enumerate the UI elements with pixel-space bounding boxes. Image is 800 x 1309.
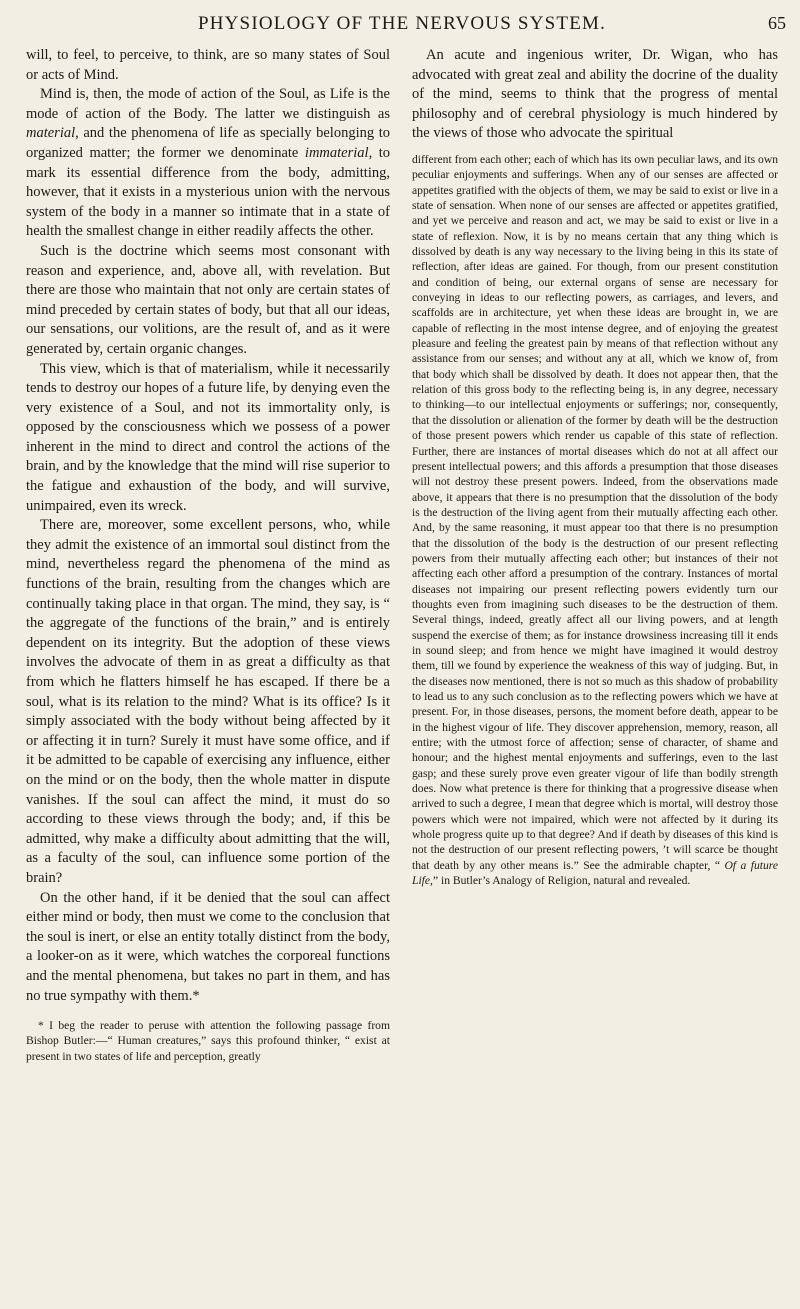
running-head — [18, 10, 786, 38]
paragraph: This view, which is that of materialism, while it necessarily tends to destroy our hopes of a future life, by denying even the very existence of a Soul, and not its immortality only, is opposed by the consciousness which we possess of a power inherent in the mind to direct and control the actions of the brain, and by the knowledge that the mind will rise superior to the fatigue and exhaustion of the body, and will survive, unimpaired, even its wreck. — [26, 360, 390, 514]
left-body-text — [26, 46, 390, 1006]
paragraph: Mind is, then, the mode of action of the Soul, as Life is the mode of action of the Body. The latter we distinguish as material, and the phenomena of life as specially belonging to organized matter; the former we denominate immaterial, to mark its essential difference from the body, admitting, however, that it exists in a mysterious union with the nervous system of the body in a manner so intimate that in a state of health the smallest change in either readily affects the other. — [26, 86, 391, 240]
paragraph: will, to feel, to perceive, to think, are so many states of Soul or acts of Mind. — [26, 47, 390, 83]
footnote-text: different from each other; each of which has its own peculiar laws, and its own peculiar enjoyments and sufferings. When any of our senses are affected or appetites gratified with the objects of them, we may be said to exist or live in a state of sensation. When none of our senses are affected or appetites gratified, and yet we perceive and reason and act, we may be said to exist or live in a state of reflexion. Now, it is by no means certain that any thing which is dissolved by death is any way necessary to the living being in this its state of reflection, after ideas are gained. For though, from our present constitution and condition of being, our external organs of sense are necessary for conveying in ideas to our reflecting powers, as carriages, and levers, and scaffolds are in architecture, yet when these ideas are brought in, we are capable of reflecting in the most intense degree, and of enjoying the greatest pleasure and feeling the greatest pain by means of that reflection without any assistance from our senses; and without any at all, which we know of, from that body which shall be dissolved by death. It does not appear then, that the relation of this gross body to the reflecting being is, in any degree, necessary to thinking—to our intellectual enjoyments or sufferings; nor, consequently, that the dissolution or alienation of the former by death will be the destruction of those present powers which render us capable of this state of reflection. Further, there are instances of mortal diseases which do not at all affect our present intellectual powers; and this affords a presumption that those diseases will not destroy these present powers. Indeed, from the observations made above, it appears that there is no presumption that the dissolution of the body is the destruction of the living agent from their mutually affecting each other. And, by the same reasoning, it must appear too that there is no presumption that the dissolution of the body is the destruction of our present reflecting powers from their mutually affecting each other; but instances of their not affecting each other afford a presumption of the contrary. Instances of mortal diseases not impairing our present reflecting powers evidently turn our thoughts even from imagining such diseases to be the destruction of them. Several things, indeed, greatly affect all our living powers, and at length suspend the exercise of them; as for instance drowsiness increasing till it ends in sound sleep; and from hence we might have imagined it would destroy them, till we found by experience the weakness of this way of judging. But, in the diseases now mentioned, there is not so much as this shadow of probability to lead us to any such conclusion as to the reflecting powers which we have at present. For, in those diseases, persons, the moment before death, appear to be in the highest vigour of life. They discover apprehension, memory, reason, all entire; with the utmost force of affection; sense of character, of shame and honour; and the highest mental enjoyments and sufferings, even to the last gasp; and these surely prove even greater vigour of life than bodily strength does. Now what pretence is there for thinking that a progressive disease when arrived to such a degree, I mean that degree which is mortal, will destroy those powers which were not impaired, which were not affected by it during its whole progress quite up to that degree? And if death by diseases of this kind is not the destruction of our present reflecting powers, ’t will scarce be thought that death by any other means is.” See the admirable chapter, “ Of a future Life,” in Butler’s Analogy of Religion, natural and revealed. — [412, 152, 778, 888]
paragraph: An acute and ingenious writer, Dr. Wigan, who has advocated with great zeal and ability the docrine of the duality of the mind, seems to think that the progress of mental philosophy and of cerebral physiology is much hindered by the views of those who advocate the spiritual — [412, 47, 778, 142]
emphasis: immaterial — [304, 144, 369, 161]
left-column — [26, 46, 390, 1064]
running-head-title: PHYSIOLOGY OF THE NERVOUS SYSTEM. — [197, 13, 607, 34]
paragraph: There are, moreover, some excellent persons, who, while they admit the existence of an immortal soul distinct from the mind, nevertheless regard the phenomena of the mind as functions of the brain, resulting from the changes which are continually taking place in that organ. The mind, they say, is “ the aggregate of the functions of the brain,” and is entirely dependent on its integrity. But the adoption of these views involves the advocate of them in as great a difficulty as that from which he flatters himself he has escaped. If there be a soul, what is its relation to the mind? What is its office? Is it simply associated with the body without being affected by it or affecting it in turn? Surely it must have some office, and if it be admitted to be capable of exercising any influence, either on the mind or on the body, then the whole matter in dispute vanishes. If the soul can affect the mind, it must do so according to these views through the body; and, if this be admitted, why make a difficulty about admitting that the will, as a faculty of the soul, can influence some portion of the brain? — [26, 517, 390, 886]
footnote-continuation — [412, 152, 778, 889]
footnote-text: * I beg the reader to peruse with attention the following passage from Bishop Butler:—“ Human creatures,” says this profound thinker, “ exist at present in two states of life and perception, greatly — [26, 1019, 390, 1063]
emphasis: material — [26, 125, 76, 142]
emphasis: Of a future Life, — [412, 858, 778, 888]
footnote — [26, 1018, 390, 1064]
right-body-text — [412, 46, 778, 144]
paragraph: Such is the doctrine which seems most consonant with reason and experience, and, above all, with revelation. But there are those who maintain that not only are certain states of mind preceded by certain states of body, but that all our ideas, our sensations, our volitions, are the result of, and as it were generated by, certain organic changes. — [26, 242, 390, 357]
page-number: 65 — [768, 13, 786, 33]
right-column — [412, 46, 778, 888]
paragraph: On the other hand, if it be denied that the soul can affect either mind or body, then must we come to the conclusion that the soul is inert, or else an entity totally distinct from the body, a looker-on as it were, which watches the corporeal functions and the mental phenomena, but takes no part in them, and has no true sympathy with them.* — [26, 889, 390, 1004]
